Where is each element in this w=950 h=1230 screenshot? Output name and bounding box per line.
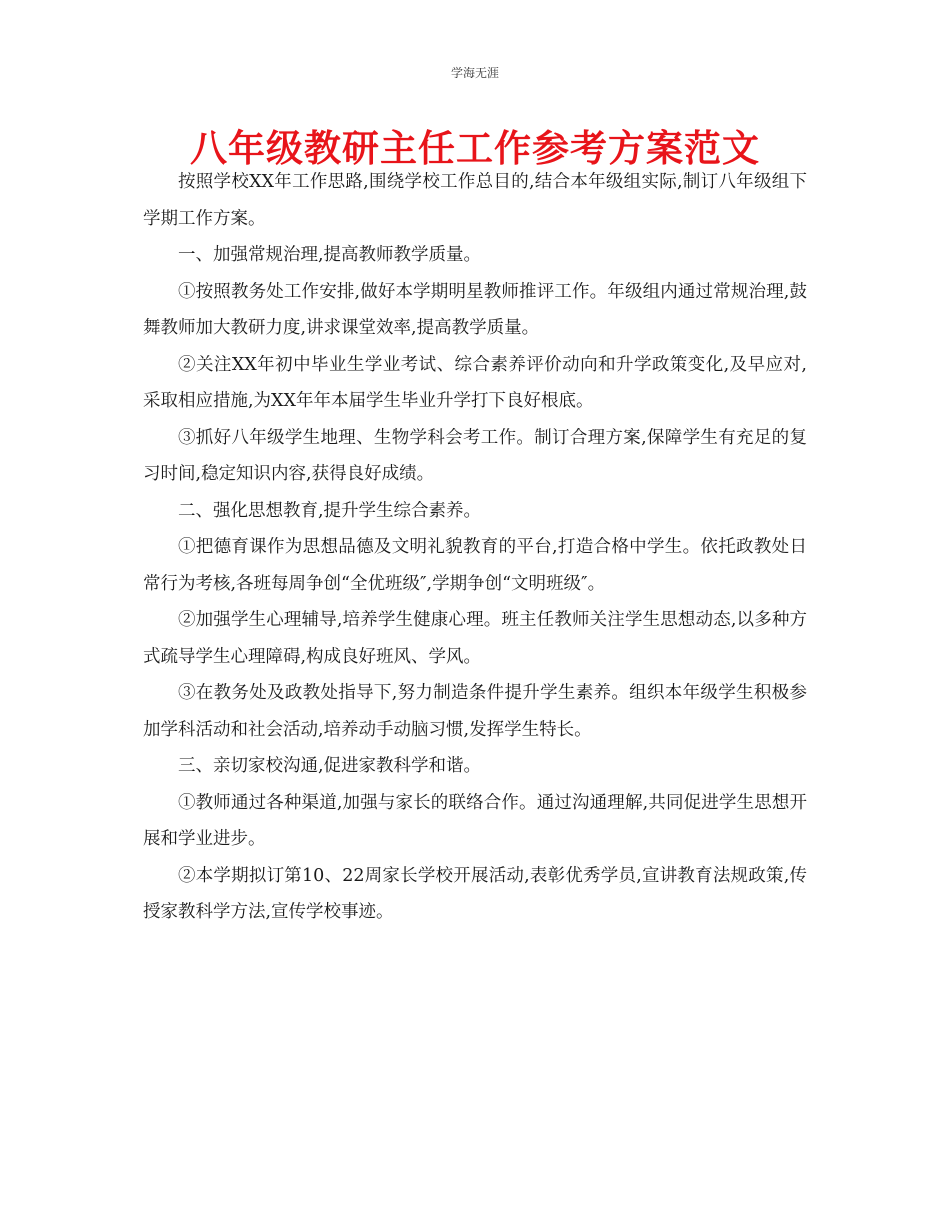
section-2-item-3: ③在教务处及政教处指导下,努力制造条件提升学生素养。组织本年级学生积极参加学科活动和社会活动,培养动手动脑习惯,发挥学生特长。 [143,683,807,740]
section-2-item-1: ①把德育课作为思想品德及文明礼貌教育的平台,打造合格中学生。依托政教处日常行为考核,各班每周争创“全优班级″,学期争创“文明班级″。 [143,537,807,594]
document-title: 八年级教研主任工作参考方案范文 [190,127,760,170]
section-3-item-2: ②本学期拟订第10、22周家长学校开展活动,表彰优秀学员,宣讲教育法规政策,传授家教科学方法,宣传学校事迹。 [143,865,807,922]
section-heading-2: 二、强化思想教育,提升学生综合素养。 [178,500,482,521]
section-2-item-2: ②加强学生心理辅导,培养学生健康心理。班主任教师关注学生思想动态,以多种方式疏导学生心理障碍,构成良好班风、学风。 [143,610,807,667]
section-1-item-3: ③抓好八年级学生地理、生物学科会考工作。制订合理方案,保障学生有充足的复习时间,稳定知识内容,获得良好成绩。 [143,427,807,484]
section-heading-1: 一、加强常规治理,提高教师教学质量。 [178,245,482,265]
document-body [143,164,807,931]
section-1-item-2: ②关注XX年初中毕业生学业考试、综合素养评价动向和升学政策变化,及早应对,采取相应措施,为XX年年本届学生毕业升学打下良好根底。 [143,354,807,411]
section-1-item-1: ①按照教务处工作安排,做好本学期明星教师推评工作。年级组内通过常规治理,鼓舞教师加大教研力度,讲求课堂效率,提高教学质量。 [143,281,807,338]
running-header: 学海无涯 [450,66,499,80]
section-3-item-1: ①教师通过各种渠道,加强与家长的联络合作。通过沟通理解,共同促进学生思想开展和学业进步。 [143,792,807,849]
section-heading-3: 三、亲切家校沟通,促进家教科学和谐。 [178,756,482,776]
intro-paragraph: 按照学校XX年工作思路,围绕学校工作总目的,结合本年级组实际,制订八年级组下学期工作方案。 [143,172,807,229]
